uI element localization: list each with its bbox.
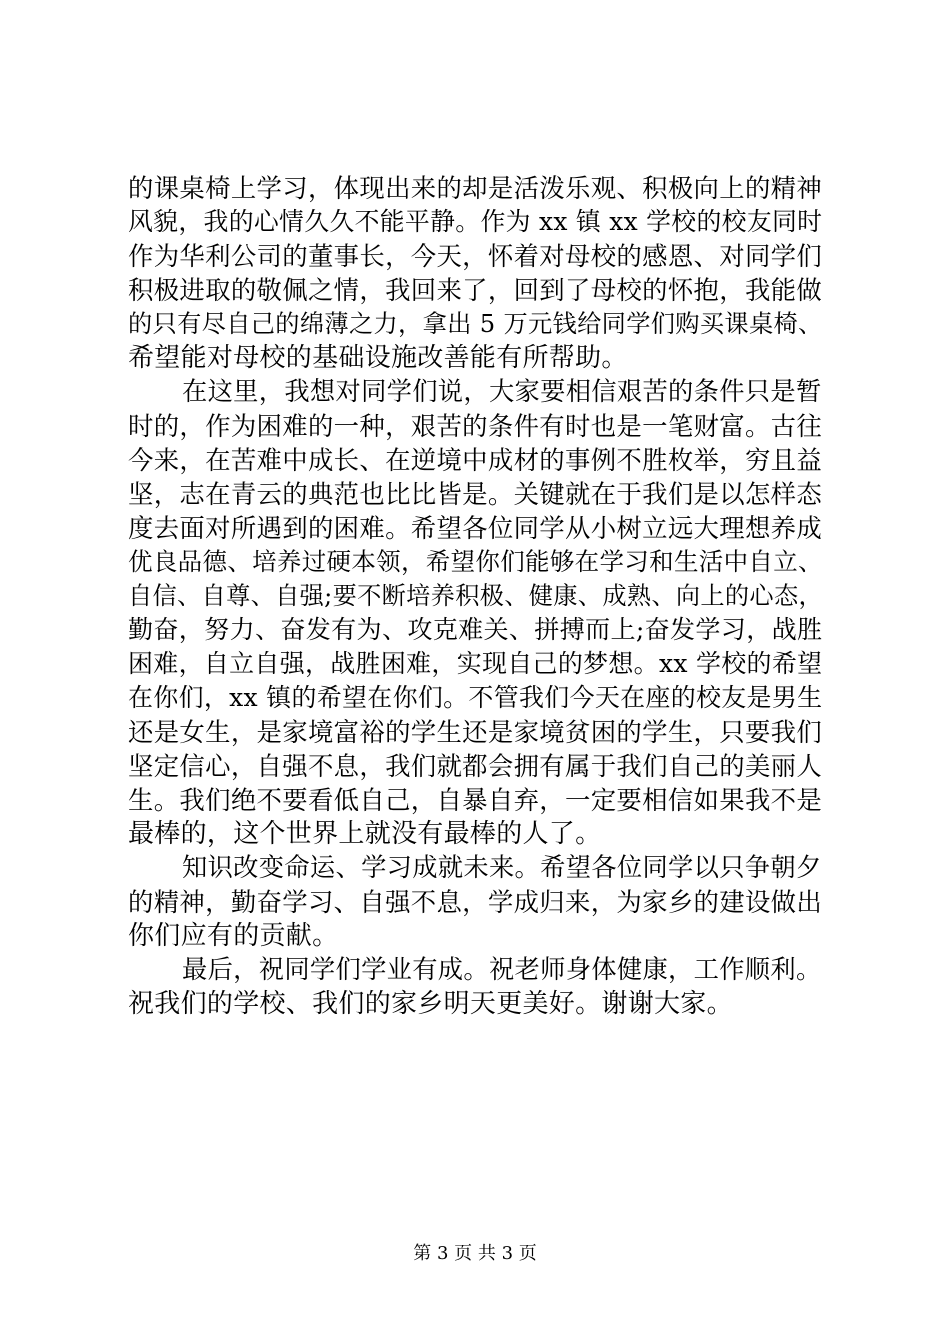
text-line: 你们应有的贡献。 [128,921,339,951]
text-line: 在这里，我想对同学们说，大家要相信艰苦的条件只是暂 [182,377,822,406]
text-line: 坚定信心，自强不息，我们就都会拥有属于我们自己的美丽人 [128,751,823,781]
text-line: 的只有尽自己的绵薄之力，拿出 5 万元钱给同学们购买课桌椅、 [128,309,823,338]
text-line: 知识改变命运、学习成就未来。希望各位同学以只争朝夕 [182,853,822,882]
text-line: 勤奋，努力、奋发有为、攻克难关、拼搏而上;奋发学习，战胜 [128,615,823,644]
text-line: 最棒的，这个世界上就没有最棒的人了。 [128,819,602,849]
text-line: 坚，志在青云的典范也比比皆是。关键就在于我们是以怎样态 [128,479,823,509]
text-line: 优良品德、培养过硬本领，希望你们能够在学习和生活中自立、 [128,547,823,576]
text-line: 自信、自尊、自强;要不断培养积极、健康、成熟、向上的心态， [128,582,823,610]
text-line: 作为华利公司的董事长，今天，怀着对母校的感恩、对同学们 [128,241,823,271]
text-line: 希望能对母校的基础设施改善能有所帮助。 [128,343,628,373]
text-line: 今来，在苦难中成长、在逆境中成材的事例不胜枚举，穷且益 [128,445,823,475]
text-line: 祝我们的学校、我们的家乡明天更美好。谢谢大家。 [128,989,733,1019]
text-line: 困难，自立自强，战胜困难，实现自己的梦想。xx 学校的希望 [128,649,823,678]
text-line: 度去面对所遇到的困难。希望各位同学从小树立远大理想养成 [128,513,823,543]
text-line: 还是女生，是家境富裕的学生还是家境贫困的学生，只要我们 [128,717,823,747]
page-number-footer: 第 3 页 共 3 页 [413,1243,537,1264]
text-line: 最后，祝同学们学业有成。祝老师身体健康，工作顺利。 [182,955,822,984]
text-line: 生。我们绝不要看低自己，自暴自弃，一定要相信如果我不是 [128,785,823,815]
text-line: 在你们，xx 镇的希望在你们。不管我们今天在座的校友是男生 [128,683,823,712]
text-line: 时的，作为困难的一种，艰苦的条件有时也是一笔财富。古往 [128,411,823,441]
text-line: 的精神，勤奋学习、自强不息，学成归来，为家乡的建设做出 [128,887,823,917]
text-line: 积极进取的敬佩之情，我回来了，回到了母校的怀抱，我能做 [128,275,823,305]
text-line: 的课桌椅上学习，体现出来的却是活泼乐观、积极向上的精神 [128,173,823,203]
text-line: 风貌，我的心情久久不能平静。作为 xx 镇 xx 学校的校友同时 [128,207,823,236]
